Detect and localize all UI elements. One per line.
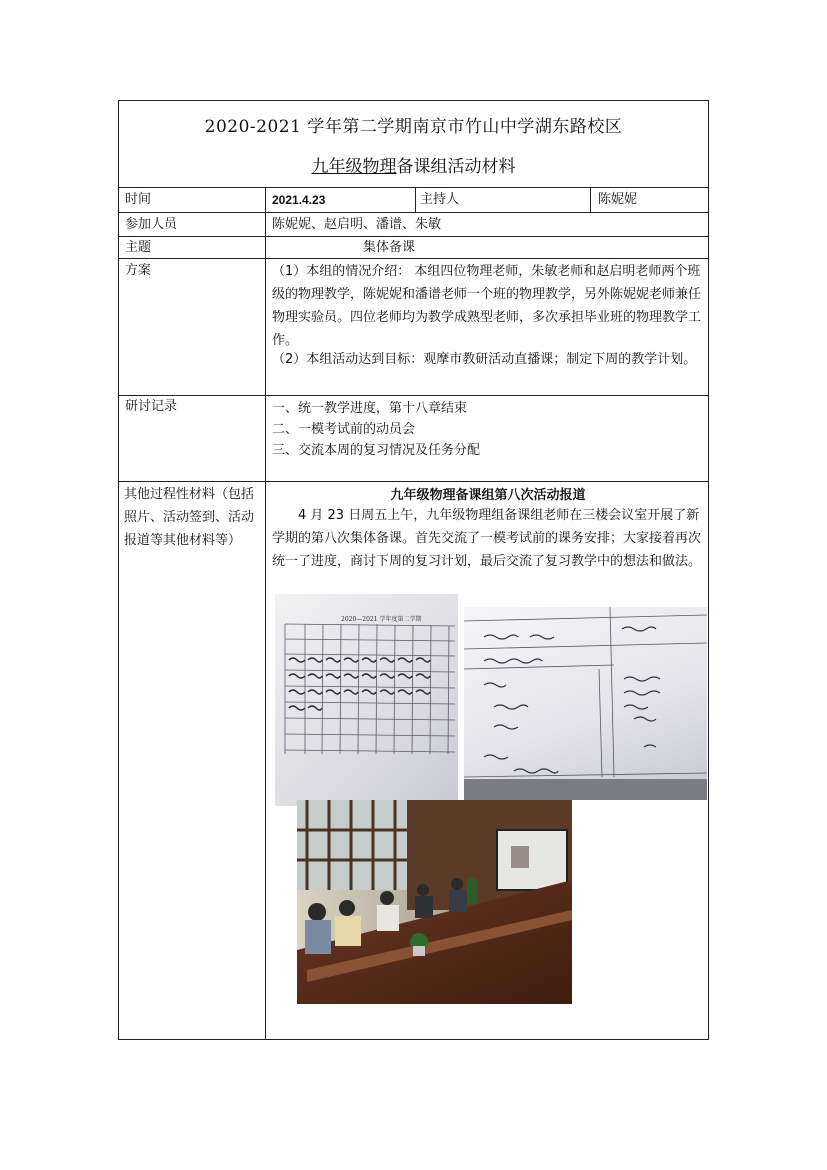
title-rest: 备课组活动材料 bbox=[396, 157, 516, 177]
other-materials-label: 其他过程性材料（包括照片、活动签到、活动报道等其他材料等） bbox=[124, 487, 255, 548]
row-divider bbox=[118, 212, 709, 213]
time-value: 2021.4.23 bbox=[272, 193, 326, 207]
plan-paragraph-2: （2）本组活动达到目标：观摩市教研活动直播课；制定下周的教学计划。 bbox=[272, 352, 697, 367]
discussion-item: 三、交流本周的复习情况及任务分配 bbox=[272, 443, 481, 458]
row-divider bbox=[118, 258, 709, 259]
participants-label: 参加人员 bbox=[125, 217, 178, 232]
host-value: 陈妮妮 bbox=[598, 192, 638, 207]
conference-room-icon bbox=[297, 800, 572, 1004]
row-divider bbox=[118, 481, 709, 482]
topic-label: 主题 bbox=[125, 240, 152, 255]
time-label: 时间 bbox=[125, 192, 152, 207]
meeting-room-photo bbox=[297, 800, 572, 1004]
row-divider bbox=[118, 236, 709, 237]
meeting-record-photo bbox=[464, 607, 707, 800]
sheet-header: 2020—2021 学年度第二学期 bbox=[341, 616, 422, 623]
document-title-line1: 2020-2021 学年第二学期南京市竹山中学湖东路校区 bbox=[204, 117, 623, 137]
discussion-list bbox=[272, 398, 480, 461]
participants-value: 陈妮妮、赵启明、潘谱、朱敏 bbox=[272, 217, 442, 232]
report-body: 4 月 23 日周五上午，九年级物理组备课组老师在三楼会议室开展了新学期的第八次集体备课。首先交流了一模考试前的课务安排；大家接着再次统一了进度，商讨下周的复习计划，最后交流了复习教学中的想法和做法。 bbox=[272, 508, 702, 569]
record-sheet-icon bbox=[464, 607, 707, 800]
plan-paragraph-1: （1）本组的情况介绍： 本组四位物理老师，朱敏老师和赵启明老师两个班级的物理教学，陈妮妮和潘谱老师一个班的物理教学，另外陈妮妮老师兼任物理实验员。四位老师均为教学成熟型老师，多次承担毕业班的物理教学工作。 bbox=[272, 264, 702, 348]
row-divider bbox=[118, 395, 709, 396]
topic-value: 集体备课 bbox=[363, 240, 416, 255]
discussion-item: 一、统一教学进度，第十八章结束 bbox=[272, 401, 468, 416]
host-label: 主持人 bbox=[420, 192, 460, 207]
row-divider bbox=[118, 187, 709, 188]
discussion-item: 二、一模考试前的动员会 bbox=[272, 422, 416, 437]
label-column-divider bbox=[265, 187, 266, 1040]
sheet-grid-icon bbox=[275, 594, 458, 806]
report-title: 九年级物理备课组第八次活动报道 bbox=[390, 488, 586, 503]
discussion-label: 研讨记录 bbox=[125, 399, 178, 414]
column-divider bbox=[415, 187, 416, 212]
sign-in-sheet-photo bbox=[275, 594, 458, 806]
column-divider bbox=[590, 187, 591, 212]
plan-label: 方案 bbox=[125, 263, 152, 278]
title-grade-subject: 九年级物理 bbox=[311, 157, 397, 177]
document-title-line2 bbox=[0, 152, 827, 177]
table-surface bbox=[464, 779, 707, 800]
